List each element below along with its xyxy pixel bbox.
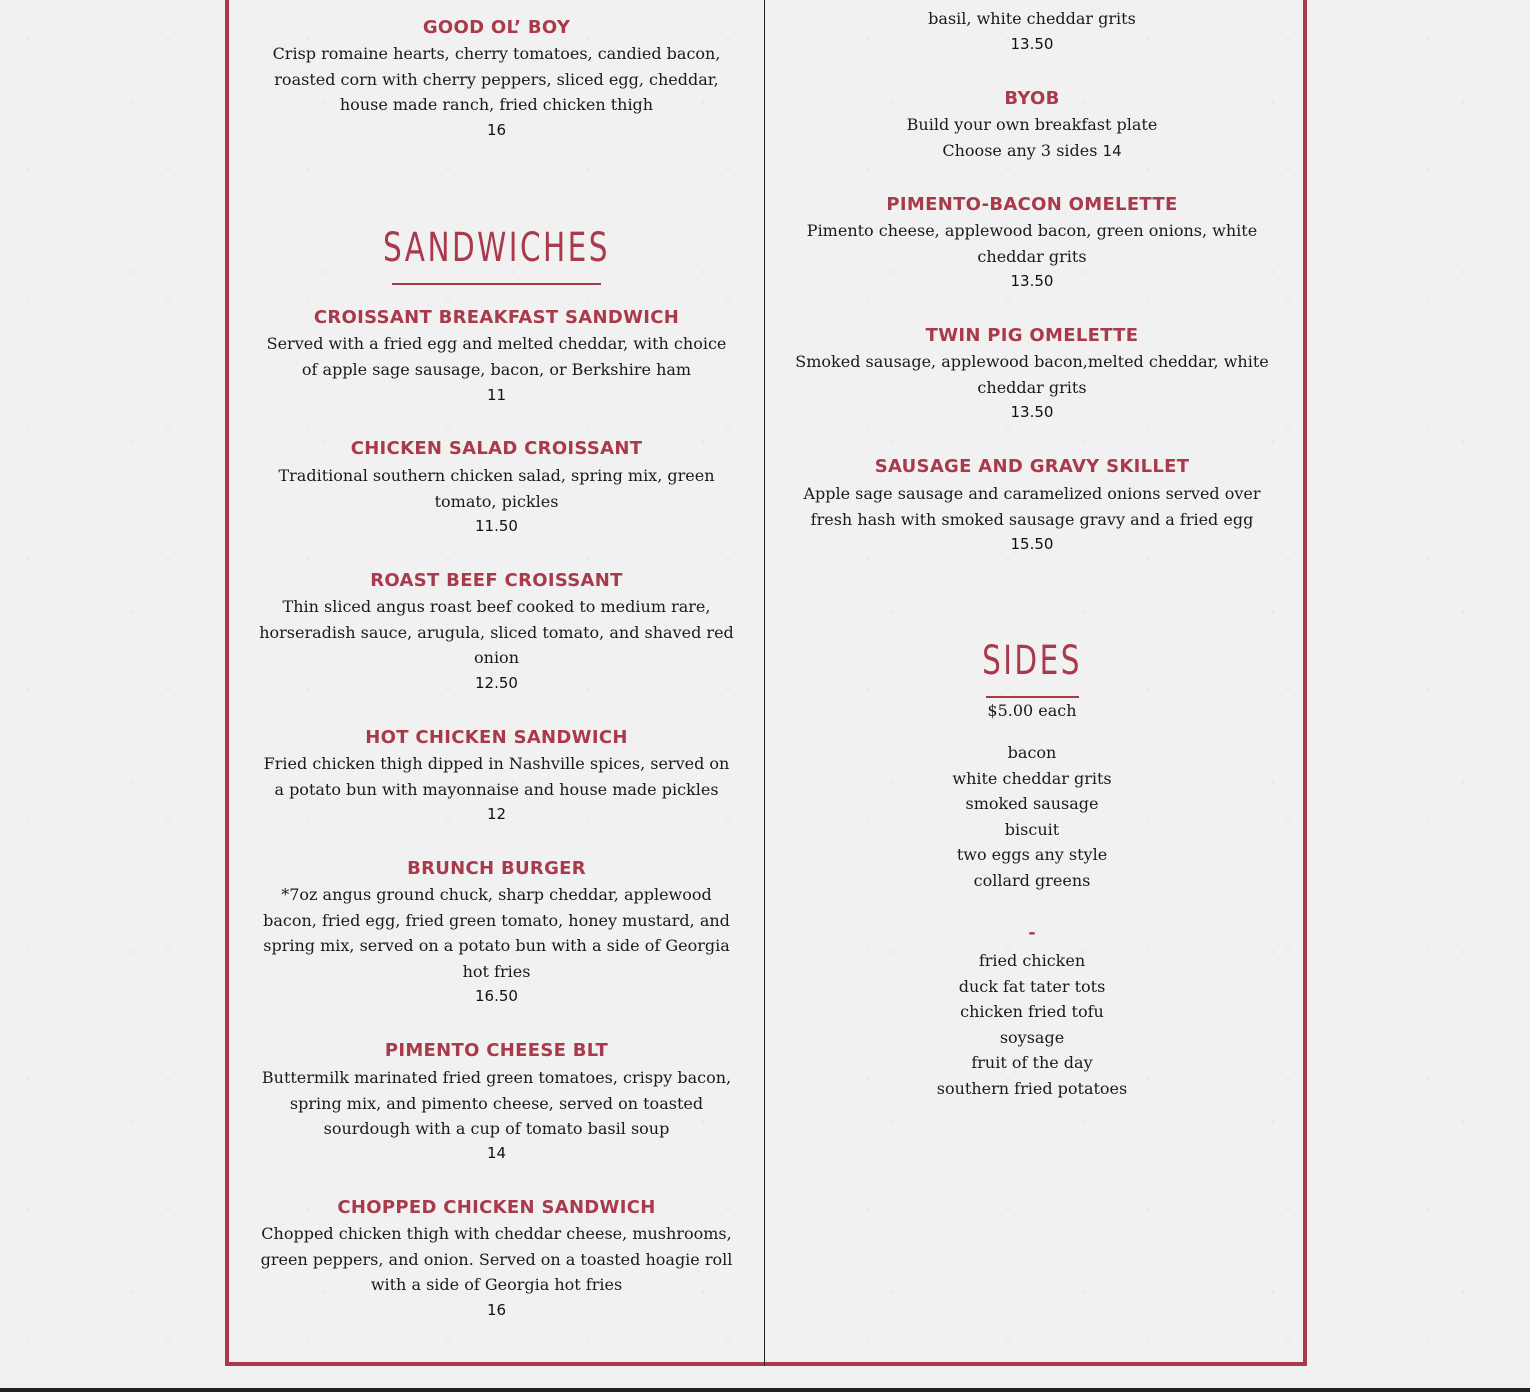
item-description: *7oz angus ground chuck, sharp cheddar, applewood bacon, fried egg, fried green tomato, honey mustard, and spring mix, served on a potato bun with a side of Georgia hot fries bbox=[263, 885, 730, 981]
section-title-sides: SIDES bbox=[982, 638, 1082, 684]
side-item: duck fat tater tots bbox=[958, 977, 1106, 996]
side-item: fruit of the day bbox=[971, 1053, 1093, 1072]
item-price: 12 bbox=[486, 805, 507, 823]
item-title: BYOB bbox=[1004, 88, 1060, 109]
item-description: Apple sage sausage and caramelized onions served over fresh hash with smoked sausage gravy and a fried egg bbox=[803, 484, 1261, 529]
item-description: Buttermilk marinated fried green tomatoes, crispy bacon, spring mix, and pimento cheese, served on toasted sourdough with a cup of tomato basil soup bbox=[261, 1068, 732, 1138]
item-title: PIMENTO CHEESE BLT bbox=[384, 1040, 609, 1061]
item-price: 11.50 bbox=[475, 517, 518, 535]
item-title: BRUNCH BURGER bbox=[407, 858, 586, 879]
item-description: Smoked sausage, applewood bacon,melted cheddar, white cheddar grits bbox=[795, 352, 1269, 397]
item-description: basil, white cheddar grits bbox=[928, 9, 1136, 28]
side-item: two eggs any style bbox=[956, 845, 1108, 864]
item-title: TWIN PIG OMELETTE bbox=[925, 325, 1139, 346]
item-title: CHICKEN SALAD CROISSANT bbox=[350, 438, 643, 459]
section-title-sandwiches: SANDWICHES bbox=[382, 225, 610, 271]
item-title: PIMENTO-BACON OMELETTE bbox=[886, 194, 1178, 215]
item-description: Pimento cheese, applewood bacon, green onions, white cheddar grits bbox=[806, 221, 1258, 266]
item-title: SAUSAGE AND GRAVY SKILLET bbox=[874, 456, 1190, 477]
side-item: bacon bbox=[1007, 743, 1057, 762]
section-underline bbox=[986, 696, 1079, 698]
byob-desc: Choose any 3 sides bbox=[942, 141, 1098, 160]
item-description bbox=[794, 138, 1270, 165]
item-price: 16.50 bbox=[475, 987, 518, 1005]
item-price: 16 bbox=[486, 121, 507, 139]
item-price: 16 bbox=[486, 1301, 507, 1319]
item-description: Thin sliced angus roast beef cooked to medium rare, horseradish sauce, arugula, sliced tomato, and shaved red onion bbox=[259, 597, 734, 667]
item-price: 15.50 bbox=[1010, 535, 1054, 553]
item-price: 12.50 bbox=[475, 674, 518, 692]
side-item: fried chicken bbox=[978, 951, 1086, 970]
side-item: white cheddar grits bbox=[952, 769, 1112, 788]
item-price: 11 bbox=[486, 386, 507, 404]
item-description: Fried chicken thigh dipped in Nashville spices, served on a potato bun with mayonnaise and house made pickles bbox=[263, 754, 730, 799]
item-title: CHOPPED CHICKEN SANDWICH bbox=[337, 1197, 656, 1218]
sides-price: $5.00 each bbox=[987, 701, 1077, 720]
sides-separator: - bbox=[1028, 922, 1036, 943]
bottom-rule bbox=[0, 1388, 1530, 1392]
column-divider bbox=[764, 0, 765, 1366]
item-description: Chopped chicken thigh with cheddar cheese, mushrooms, green peppers, and onion. Served on a toasted hoagie roll with a side of Georgia hot fries bbox=[260, 1224, 733, 1294]
item-price: 13.50 bbox=[1010, 272, 1054, 290]
item-price: 13.50 bbox=[1010, 403, 1054, 421]
item-title: ROAST BEEF CROISSANT bbox=[370, 570, 623, 591]
side-item: soysage bbox=[999, 1028, 1065, 1047]
side-item: biscuit bbox=[1004, 820, 1060, 839]
item-title: CROISSANT BREAKFAST SANDWICH bbox=[313, 307, 680, 328]
item-description: Served with a fried egg and melted cheddar, with choice of apple sage sausage, bacon, or Berkshire ham bbox=[266, 334, 727, 379]
section-underline bbox=[392, 283, 601, 285]
side-item: smoked sausage bbox=[965, 794, 1099, 813]
item-title: GOOD OL’ BOY bbox=[422, 17, 571, 38]
item-price: 14 bbox=[1102, 142, 1122, 160]
side-item: chicken fried tofu bbox=[960, 1002, 1104, 1021]
side-item: southern fried potatoes bbox=[936, 1079, 1128, 1098]
item-description: Crisp romaine hearts, cherry tomatoes, candied bacon, roasted corn with cherry peppers, sliced egg, cheddar, house made ranch, fried chicken thigh bbox=[272, 44, 721, 114]
item-title: HOT CHICKEN SANDWICH bbox=[365, 727, 628, 748]
side-item: collard greens bbox=[973, 871, 1091, 890]
item-description: Build your own breakfast plate bbox=[906, 115, 1158, 134]
item-description: Traditional southern chicken salad, spring mix, green tomato, pickles bbox=[278, 466, 715, 511]
item-price: 14 bbox=[486, 1144, 507, 1162]
item-price: 13.50 bbox=[1010, 35, 1054, 53]
